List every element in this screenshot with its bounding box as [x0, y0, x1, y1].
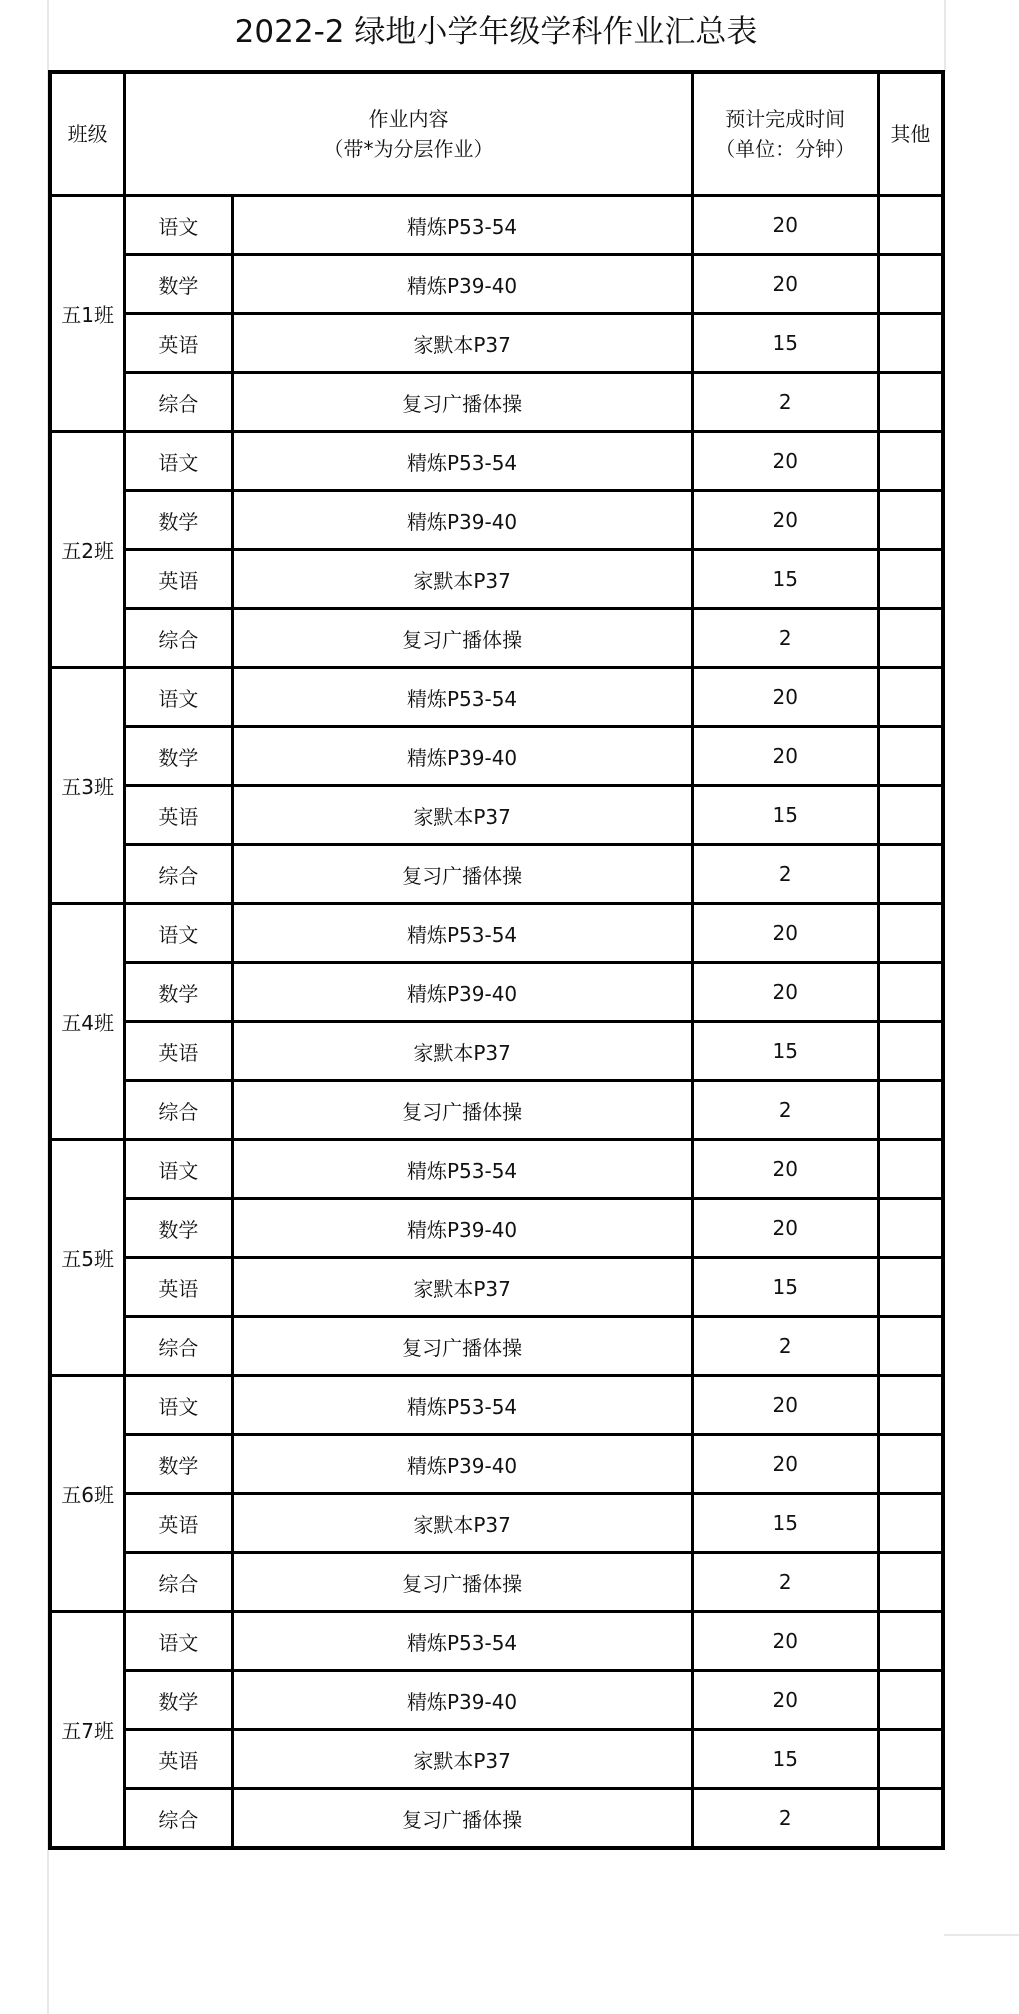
table-row [50, 255, 943, 314]
other-cell[interactable] [878, 1022, 943, 1081]
sheet-gridline-right [944, 0, 946, 72]
minutes-cell[interactable]: 2 [692, 1317, 878, 1376]
content-cell[interactable]: 复习广播体操 [232, 1789, 692, 1849]
other-cell[interactable] [878, 609, 943, 668]
content-cell[interactable]: 家默本P37 [232, 786, 692, 845]
other-cell[interactable] [878, 1553, 943, 1612]
content-cell[interactable]: 复习广播体操 [232, 609, 692, 668]
subject-cell[interactable]: 英语 [125, 1022, 232, 1081]
minutes-cell[interactable]: 15 [692, 1730, 878, 1789]
other-cell[interactable] [878, 1789, 943, 1849]
minutes-cell[interactable]: 2 [692, 845, 878, 904]
content-cell[interactable]: 家默本P37 [232, 1258, 692, 1317]
table-row [50, 1317, 943, 1376]
subject-cell[interactable]: 数学 [125, 491, 232, 550]
other-cell[interactable] [878, 1612, 943, 1671]
content-cell[interactable]: 复习广播体操 [232, 1553, 692, 1612]
content-cell[interactable]: 精炼P39-40 [232, 491, 692, 550]
content-cell[interactable]: 家默本P37 [232, 550, 692, 609]
class-name-cell[interactable]: 五2班 [50, 432, 125, 668]
other-cell[interactable] [878, 373, 943, 432]
content-cell[interactable]: 复习广播体操 [232, 1081, 692, 1140]
minutes-cell[interactable]: 2 [692, 373, 878, 432]
table-row [50, 1199, 943, 1258]
subject-cell[interactable]: 语文 [125, 1376, 232, 1435]
minutes-cell[interactable]: 20 [692, 727, 878, 786]
other-cell[interactable] [878, 432, 943, 491]
table-row [50, 1140, 943, 1199]
other-cell[interactable] [878, 1081, 943, 1140]
content-cell[interactable]: 家默本P37 [232, 1022, 692, 1081]
subject-cell[interactable]: 综合 [125, 1789, 232, 1849]
header-time-title: 预计完成时间 [725, 107, 846, 131]
subject-cell[interactable]: 语文 [125, 196, 232, 255]
content-cell[interactable]: 精炼P53-54 [232, 1140, 692, 1199]
subject-cell[interactable]: 数学 [125, 1199, 232, 1258]
table-row [50, 786, 943, 845]
content-cell[interactable]: 精炼P39-40 [232, 1435, 692, 1494]
other-cell[interactable] [878, 904, 943, 963]
subject-cell[interactable]: 数学 [125, 1435, 232, 1494]
table-row [50, 904, 943, 963]
other-cell[interactable] [878, 1258, 943, 1317]
content-cell[interactable]: 精炼P39-40 [232, 1199, 692, 1258]
minutes-cell[interactable]: 20 [692, 1199, 878, 1258]
subject-cell[interactable]: 英语 [125, 1258, 232, 1317]
minutes-cell[interactable]: 20 [692, 1671, 878, 1730]
subject-cell[interactable]: 综合 [125, 1553, 232, 1612]
other-cell[interactable] [878, 1140, 943, 1199]
header-time[interactable] [692, 72, 878, 196]
sheet-title: 2022-2 绿地小学年级学科作业汇总表 [234, 14, 758, 50]
subject-cell[interactable]: 英语 [125, 314, 232, 373]
other-cell[interactable] [878, 1730, 943, 1789]
subject-cell[interactable]: 综合 [125, 1317, 232, 1376]
table-row [50, 963, 943, 1022]
other-cell[interactable] [878, 963, 943, 1022]
table-body [50, 196, 943, 1849]
minutes-cell[interactable]: 15 [692, 314, 878, 373]
content-cell[interactable]: 精炼P53-54 [232, 904, 692, 963]
subject-cell[interactable]: 语文 [125, 904, 232, 963]
table-row [50, 491, 943, 550]
other-cell[interactable] [878, 1494, 943, 1553]
class-name-cell[interactable]: 五6班 [50, 1376, 125, 1612]
table-row [50, 550, 943, 609]
table-row [50, 1435, 943, 1494]
minutes-cell[interactable]: 20 [692, 904, 878, 963]
other-cell[interactable] [878, 845, 943, 904]
minutes-cell[interactable]: 20 [692, 963, 878, 1022]
other-cell[interactable] [878, 314, 943, 373]
table-row [50, 1730, 943, 1789]
other-cell[interactable] [878, 727, 943, 786]
other-cell[interactable] [878, 1376, 943, 1435]
subject-cell[interactable]: 综合 [125, 373, 232, 432]
content-cell[interactable]: 家默本P37 [232, 1730, 692, 1789]
table-row [50, 1612, 943, 1671]
subject-cell[interactable]: 综合 [125, 1081, 232, 1140]
class-name-cell[interactable]: 五4班 [50, 904, 125, 1140]
minutes-cell[interactable]: 20 [692, 196, 878, 255]
subject-cell[interactable]: 英语 [125, 1494, 232, 1553]
minutes-cell[interactable]: 15 [692, 1258, 878, 1317]
header-content-note: （带*为分层作业） [323, 137, 494, 161]
homework-summary-table [48, 70, 945, 1850]
header-content-title: 作业内容 [368, 107, 449, 131]
other-cell[interactable] [878, 1435, 943, 1494]
table-row [50, 1376, 943, 1435]
minutes-cell[interactable]: 20 [692, 1376, 878, 1435]
minutes-cell[interactable]: 20 [692, 1435, 878, 1494]
minutes-cell[interactable]: 15 [692, 550, 878, 609]
header-row [50, 72, 943, 196]
minutes-cell[interactable]: 20 [692, 1612, 878, 1671]
table-row [50, 314, 943, 373]
header-class[interactable]: 班级 [50, 72, 125, 196]
minutes-cell[interactable]: 15 [692, 786, 878, 845]
other-cell[interactable] [878, 1671, 943, 1730]
subject-cell[interactable]: 数学 [125, 1671, 232, 1730]
content-cell[interactable]: 精炼P53-54 [232, 668, 692, 727]
other-cell[interactable] [878, 786, 943, 845]
table-row [50, 196, 943, 255]
table-row [50, 432, 943, 491]
minutes-cell[interactable]: 15 [692, 1494, 878, 1553]
other-cell[interactable] [878, 1317, 943, 1376]
other-cell[interactable] [878, 196, 943, 255]
subject-cell[interactable]: 英语 [125, 1730, 232, 1789]
other-cell[interactable] [878, 668, 943, 727]
content-cell[interactable]: 精炼P53-54 [232, 432, 692, 491]
table-row [50, 1553, 943, 1612]
subject-cell[interactable]: 语文 [125, 668, 232, 727]
content-cell[interactable]: 复习广播体操 [232, 845, 692, 904]
minutes-cell[interactable]: 2 [692, 609, 878, 668]
subject-cell[interactable]: 语文 [125, 1140, 232, 1199]
subject-cell[interactable]: 数学 [125, 963, 232, 1022]
minutes-cell[interactable]: 20 [692, 432, 878, 491]
table-row [50, 1081, 943, 1140]
content-cell[interactable]: 精炼P39-40 [232, 255, 692, 314]
content-cell[interactable]: 家默本P37 [232, 314, 692, 373]
header-time-unit: （单位：分钟） [715, 137, 856, 161]
table-row [50, 373, 943, 432]
subject-cell[interactable]: 综合 [125, 609, 232, 668]
content-cell[interactable]: 精炼P53-54 [232, 1612, 692, 1671]
subject-cell[interactable]: 综合 [125, 845, 232, 904]
minutes-cell[interactable]: 2 [692, 1553, 878, 1612]
subject-cell[interactable]: 数学 [125, 255, 232, 314]
header-content[interactable] [125, 72, 692, 196]
class-name-cell[interactable]: 五3班 [50, 668, 125, 904]
table-row [50, 1494, 943, 1553]
content-cell[interactable]: 精炼P39-40 [232, 1671, 692, 1730]
table-row [50, 609, 943, 668]
minutes-cell[interactable]: 20 [692, 491, 878, 550]
other-cell[interactable] [878, 491, 943, 550]
subject-cell[interactable]: 语文 [125, 1612, 232, 1671]
other-cell[interactable] [878, 1199, 943, 1258]
other-cell[interactable] [878, 255, 943, 314]
table-row [50, 845, 943, 904]
table-row [50, 1671, 943, 1730]
class-name-cell[interactable]: 五1班 [50, 196, 125, 432]
minutes-cell[interactable]: 2 [692, 1789, 878, 1849]
content-cell[interactable]: 复习广播体操 [232, 373, 692, 432]
sheet-gridline-bottom [944, 1934, 1019, 1936]
subject-cell[interactable]: 语文 [125, 432, 232, 491]
minutes-cell[interactable]: 20 [692, 1140, 878, 1199]
minutes-cell[interactable]: 20 [692, 668, 878, 727]
content-cell[interactable]: 精炼P39-40 [232, 727, 692, 786]
content-cell[interactable]: 精炼P53-54 [232, 196, 692, 255]
header-other[interactable]: 其他 [878, 72, 943, 196]
table-row [50, 727, 943, 786]
table-row [50, 668, 943, 727]
table-row [50, 1258, 943, 1317]
subject-cell[interactable]: 英语 [125, 550, 232, 609]
subject-cell[interactable]: 英语 [125, 786, 232, 845]
subject-cell[interactable]: 数学 [125, 727, 232, 786]
table-row [50, 1022, 943, 1081]
content-cell[interactable]: 精炼P39-40 [232, 963, 692, 1022]
other-cell[interactable] [878, 550, 943, 609]
class-name-cell[interactable]: 五5班 [50, 1140, 125, 1376]
minutes-cell[interactable]: 2 [692, 1081, 878, 1140]
content-cell[interactable]: 复习广播体操 [232, 1317, 692, 1376]
content-cell[interactable]: 精炼P53-54 [232, 1376, 692, 1435]
minutes-cell[interactable]: 15 [692, 1022, 878, 1081]
content-cell[interactable]: 家默本P37 [232, 1494, 692, 1553]
table-row [50, 1789, 943, 1849]
class-name-cell[interactable]: 五7班 [50, 1612, 125, 1849]
minutes-cell[interactable]: 20 [692, 255, 878, 314]
